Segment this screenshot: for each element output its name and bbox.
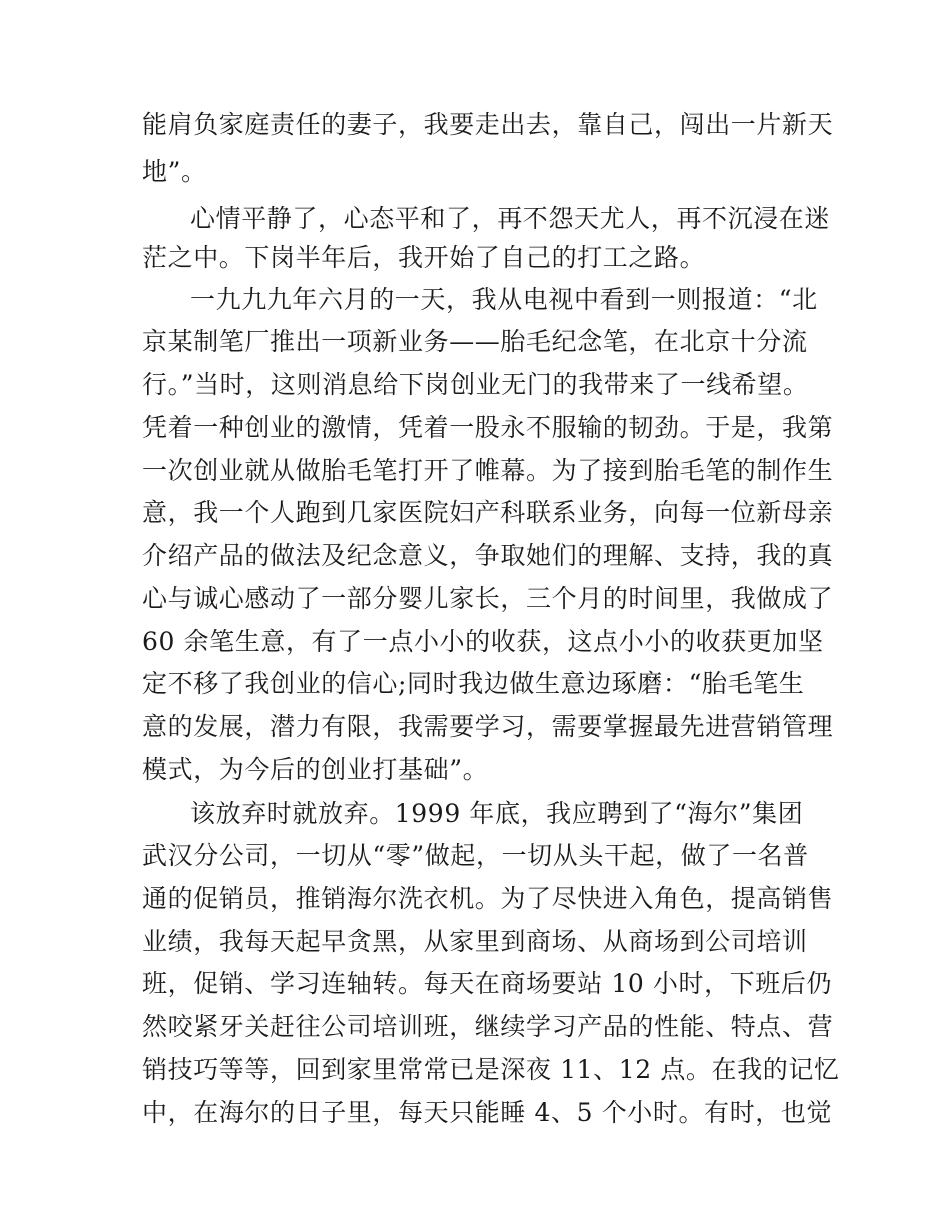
text-line: 通的促销员，推销海尔洗衣机。为了尽快进入角色，提高销售: [142, 884, 834, 913]
text-line: 60 余笔生意，有了一点小小的收获，这点小小的收获更加坚: [142, 627, 824, 656]
text-line: 京某制笔厂推出一项新业务——胎毛纪念笔，在北京十分流: [142, 327, 808, 356]
text-line: 中，在海尔的日子里，每天只能睡 4、5 个小时。有时，也觉: [142, 1098, 833, 1127]
text-line: 然咬紧牙关赶往公司培训班，继续学习产品的性能、特点、营: [142, 1012, 834, 1041]
text-line: 地”。: [142, 157, 207, 186]
text-line: 心与诚心感动了一部分婴儿家长，三个月的时间里，我做成了: [142, 584, 834, 613]
text-line: 一九九九年六月的一天，我从电视中看到一则报道：“北: [190, 285, 818, 314]
text-line: 意，我一个人跑到几家医院妇产科联系业务，向每一位新母亲: [142, 498, 834, 527]
text-line: 意的发展，潜力有限，我需要学习，需要掌握最先进营销管理: [142, 712, 834, 741]
text-line: 业绩，我每天起早贪黑，从家里到商场、从商场到公司培训: [142, 927, 808, 956]
text-line: 凭着一种创业的激情，凭着一股永不服输的韧劲。于是，我第: [142, 413, 834, 442]
text-line: 班，促销、学习连轴转。每天在商场要站 10 小时，下班后仍: [142, 969, 833, 998]
text-line: 能肩负家庭责任的妻子，我要走出去，靠自己，闯出一片新天: [142, 110, 834, 139]
text-line: 定不移了我创业的信心;同时我边做生意边琢磨：“胎毛笔生: [142, 669, 805, 698]
text-line: 销技巧等等，回到家里常常已是深夜 11、12 点。在我的记忆: [142, 1055, 840, 1084]
text-line: 茫之中。下岗半年后，我开始了自己的打工之路。: [142, 243, 706, 272]
text-line: 心情平静了，心态平和了，再不怨天尤人，再不沉浸在迷: [190, 204, 831, 233]
text-line: 一次创业就从做胎毛笔打开了帷幕。为了接到胎毛笔的制作生: [142, 456, 834, 485]
text-line: 行。”当时，这则消息给下岗创业无门的我带来了一线希望。: [142, 370, 809, 399]
text-line: 模式，为今后的创业打基础”。: [142, 755, 489, 784]
text-line: 武汉分公司，一切从“零”做起，一切从头干起，做了一名普: [142, 841, 809, 870]
text-line: 该放弃时就放弃。1999 年底，我应聘到了“海尔”集团: [190, 799, 804, 828]
text-line: 介绍产品的做法及纪念意义，争取她们的理解、支持，我的真: [142, 541, 834, 570]
